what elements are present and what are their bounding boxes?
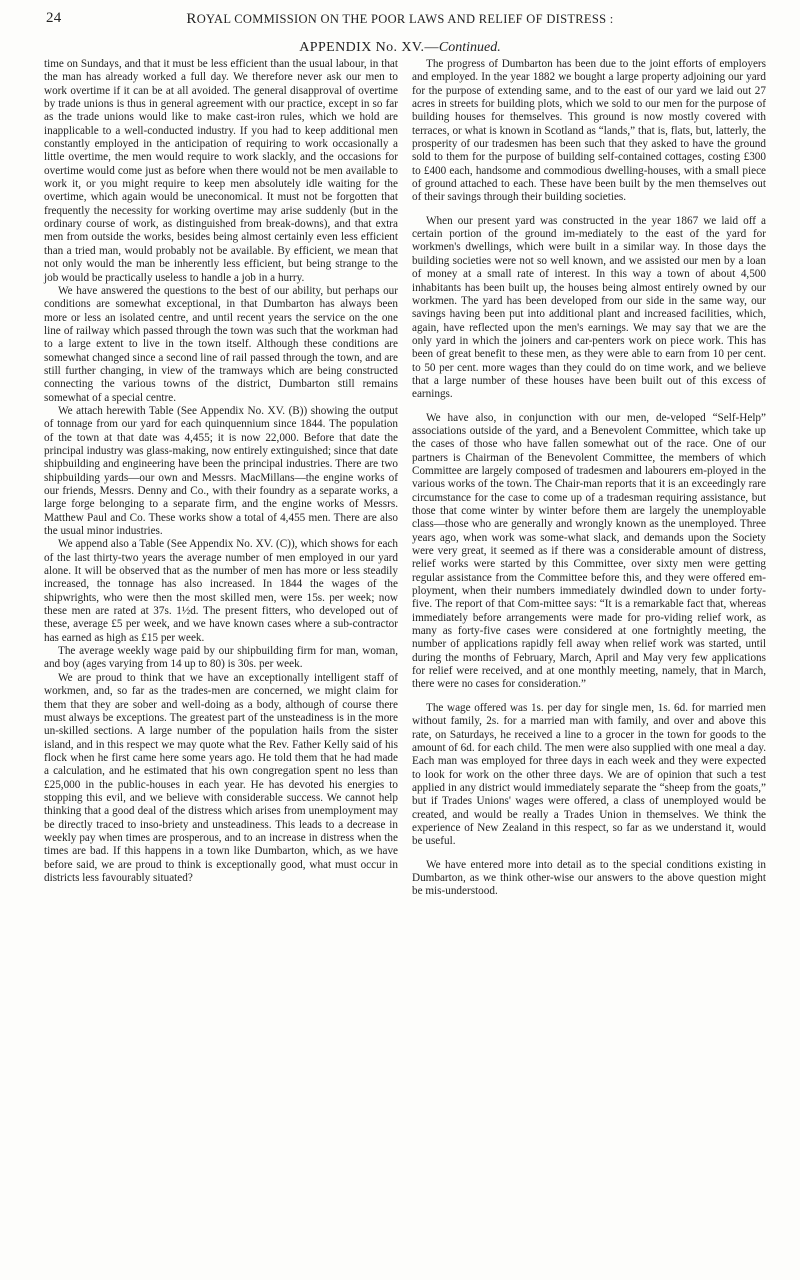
paragraph: We append also a Table (See Appendix No. XV. (C)), which shows for each of the last thirty-two years the average number of men employed in our yard alone. It will be observed that as the number of men has more or less steadily increased, the tonnage has also increased. In 1844 the wages of the shipwrights, who were then the most skilled men, were 15s. per week; now these men are rated at 37s. 1½d. The present fitters, who developed out of these, average £5 per week, and we have known cases where a sub-contractor has earned as high as £15 per week. — [44, 538, 398, 644]
paragraph: We have entered more into detail as to the special conditions existing in Dumbarton, as we think other-wise our answers to the above question might be mis-understood. — [412, 858, 766, 898]
paragraph: The progress of Dumbarton has been due to the joint efforts of employers and employed. In the year 1882 we bought a large property adjoining our yard for the purpose of extending same, and to the east of our yard we laid out 27 acres in streets for building plots, which we sold to our men for the purpose of building houses for themselves. This ground is now mostly covered with terraces, or what is known in Scotland as “lands,” that is, flats, but, latterly, the prosperity of our tradesmen has been such that they asked to have the ground sold to them for the purpose of building self-contained cottages, costing £300 to £400 each, handsome and commodious dwelling-houses, with a small piece of ground attached to each. These have been built by the men themselves out of their savings through their building societies. — [412, 58, 766, 204]
paragraph: We attach herewith Table (See Appendix No. XV. (B)) showing the output of tonnage from our yard for each quinquennium since 1844. The population of the town at that date was 4,455; it is now 22,000. Before that date the principal industry was glass-making, now entirely extinguished; since that date shipbuilding and engineering have been the principal industries. There are two shipbuilding yards—our own and Messrs. MacMillans—the engine works of our friends, Messrs. Denny and Co., with their foundry as a separate works, a large forge belonging to a separate firm, and the engine works of Messrs. Matthew Paul and Co. These works show a total of 4,455 men. There are also the usual minor industries. — [44, 404, 398, 538]
left-column — [44, 58, 398, 885]
paragraph: We have also, in conjunction with our men, de-veloped “Self-Help” associations outside of the yard, and a Benevolent Committee, which take up the cases of those who have fallen somewhat out of the race. One of our partners is Chairman of the Benevolent Committee, the members of which Committee are largely composed of tradesmen and labourers em-ployed in the various works of the town. The Chair-man reports that it is an exceedingly rare circumstance for the case to come up of a tradesman requiring assistance, but those that come winter by winter before them are largely the unemployable class—those who are generally and wrongly known as the unemployed. Three years ago, when work was some-what slack, and demands upon the Society were very great, it seemed as if there was a considerable amount of distress, relief works were started by this Committee, over sixty men were getting regular assistance from the Committee before this, and they were offered em-ployment, when their numbers immediately dwindled down to under forty-five. The report of that Com-mittee says: “It is a remarkable fact that, whereas immediately before arrangements were made for pro-viding relief work, as many as forty-five cases were considered at one fortnightly meeting, the number of applications rapidly fell away when relief work was started, until during the months of February, March, April and May very few applications for relief were received, and at one monthly meeting, namely, that in March, there were no cases for consideration.” — [412, 411, 766, 691]
right-column — [412, 58, 766, 899]
page-number: 24 — [46, 10, 62, 26]
paragraph: The average weekly wage paid by our shipbuilding firm for man, woman, and boy (ages varying from 14 up to 80) is 30s. per week. — [44, 645, 398, 671]
paragraph: time on Sundays, and that it must be less efficient than the usual labour, in that the man has already worked a full day. We therefore never ask our men to work overtime if it can be at all avoided. The general disapproval of overtime by trade unions is thus in general agreement with our practice, except in so far as the trade unions would like to make cast-iron rules, which we hold are inapplicable to a well-conducted industry. If you had to keep additional men constantly employed in the anticipation of requiring to work occasionally a little overtime, the men would require to work slackly, and the occasions for overtime would come just as before when there would not be men available to work it, or you might require to keep men absolutely idle waiting for the overtime, which again would be uneconomical. It must not be forgotten that frequently the necessity for working overtime may arise suddenly (but in the ordinary course of work, as distinguished from break-downs), and that extra men from outside the works, besides being almost certainly even less efficient than a tried man, would probably not be available. By efficient, we mean that not only would the man be inherently less efficient, but being strange to the job would be practically useless to handle a job in a hurry. — [44, 58, 398, 284]
paragraph: The wage offered was 1s. per day for single men, 1s. 6d. for married men without family, 2s. for a married man with family, and over and above this rate, on Saturdays, he received a line to a grocer in the town for goods to the amount of 6d. for each child. The men were also supplied with one meal a day. Each man was employed for three days in each week and they were expected to look for work on the other three days. We are of opinion that such a test applied in any district would immediately separate the “sheep from the goats,” but if Trades Unions' wages were offered, a class of unemployed would be created, and would be really a Trades Union in themselves. We think the experience of New Zealand in this respect, so far as we understand it, would be useful. — [412, 701, 766, 848]
running-head — [46, 10, 754, 30]
running-title: ROYAL COMMISSION ON THE POOR LAWS AND RELIEF OF DISTRESS : — [186, 11, 614, 27]
paragraph: We have answered the questions to the best of our ability, but perhaps our conditions are somewhat exceptional, in that Dumbarton has always been more or less an isolated centre, and until recent years the service on the one line of railway which passed through the town was such that the workman had to a large extent to live in the town itself. Although these conditions are somewhat changed since a second line of rail passed through the town, and are still further changing, in view of the tramways which are being constructed connecting the various towns of the district, Dumbarton still remains somewhat of a special centre. — [44, 284, 398, 404]
appendix-status: Continued. — [438, 40, 501, 55]
appendix-heading — [0, 40, 800, 56]
paragraph: When our present yard was constructed in the year 1867 we laid off a certain portion of the ground im-mediately to the east of the yard for workmen's dwellings, which were built in a similar way. In those days the building societies were not so well known, and we assisted our men by a loan of money at a small rate of interest. In this way a town of about 4,500 inhabitants has been built up, the houses being almost entirely owned by our workmen. The yard has been developed from our side in the same way, our savings having been put into additional plant and increased facilities, which, again, have reflected upon the men's earnings. We may say that we are the only yard in which the joiners and car-penters work on piece work. This has been of great benefit to these men, as they were able to earn from 10 per cent. to 50 per cent. more wages than they could do on time work, and we believe that a large number of these houses have been built out of this excess of earnings. — [412, 214, 766, 401]
paragraph: We are proud to think that we have an exceptionally intelligent staff of workmen, and, so far as the trades-men are concerned, we might claim for them that they are sober and well-doing as a body, although of course there must always be exceptions. The greatest part of the unsteadiness is in the more un-skilled sections. A large number of the population hails from the sister island, and in this respect we may quote what the Rev. Father Kelly said of his flock when he first came here some years ago. He told them that he had made a calculation, and he estimated that his own congregation spent no less than £25,000 in the public-houses in each year. He has devoted his energies to stopping this evil, and we believe with considerable success. We cannot help thinking that a good deal of the distress which arises from unemployment may be directly traced to inso-briety and unsteadiness. This leads to a decrease in weekly pay when times are prosperous, and to an increase in distress when the times are bad. If this happens in a town like Dumbarton, which, as we have before said, we are proud to think is exceptionally good, what must occur in districts less favourably situated? — [44, 671, 398, 884]
appendix-label: APPENDIX No. XV.— — [299, 40, 439, 55]
